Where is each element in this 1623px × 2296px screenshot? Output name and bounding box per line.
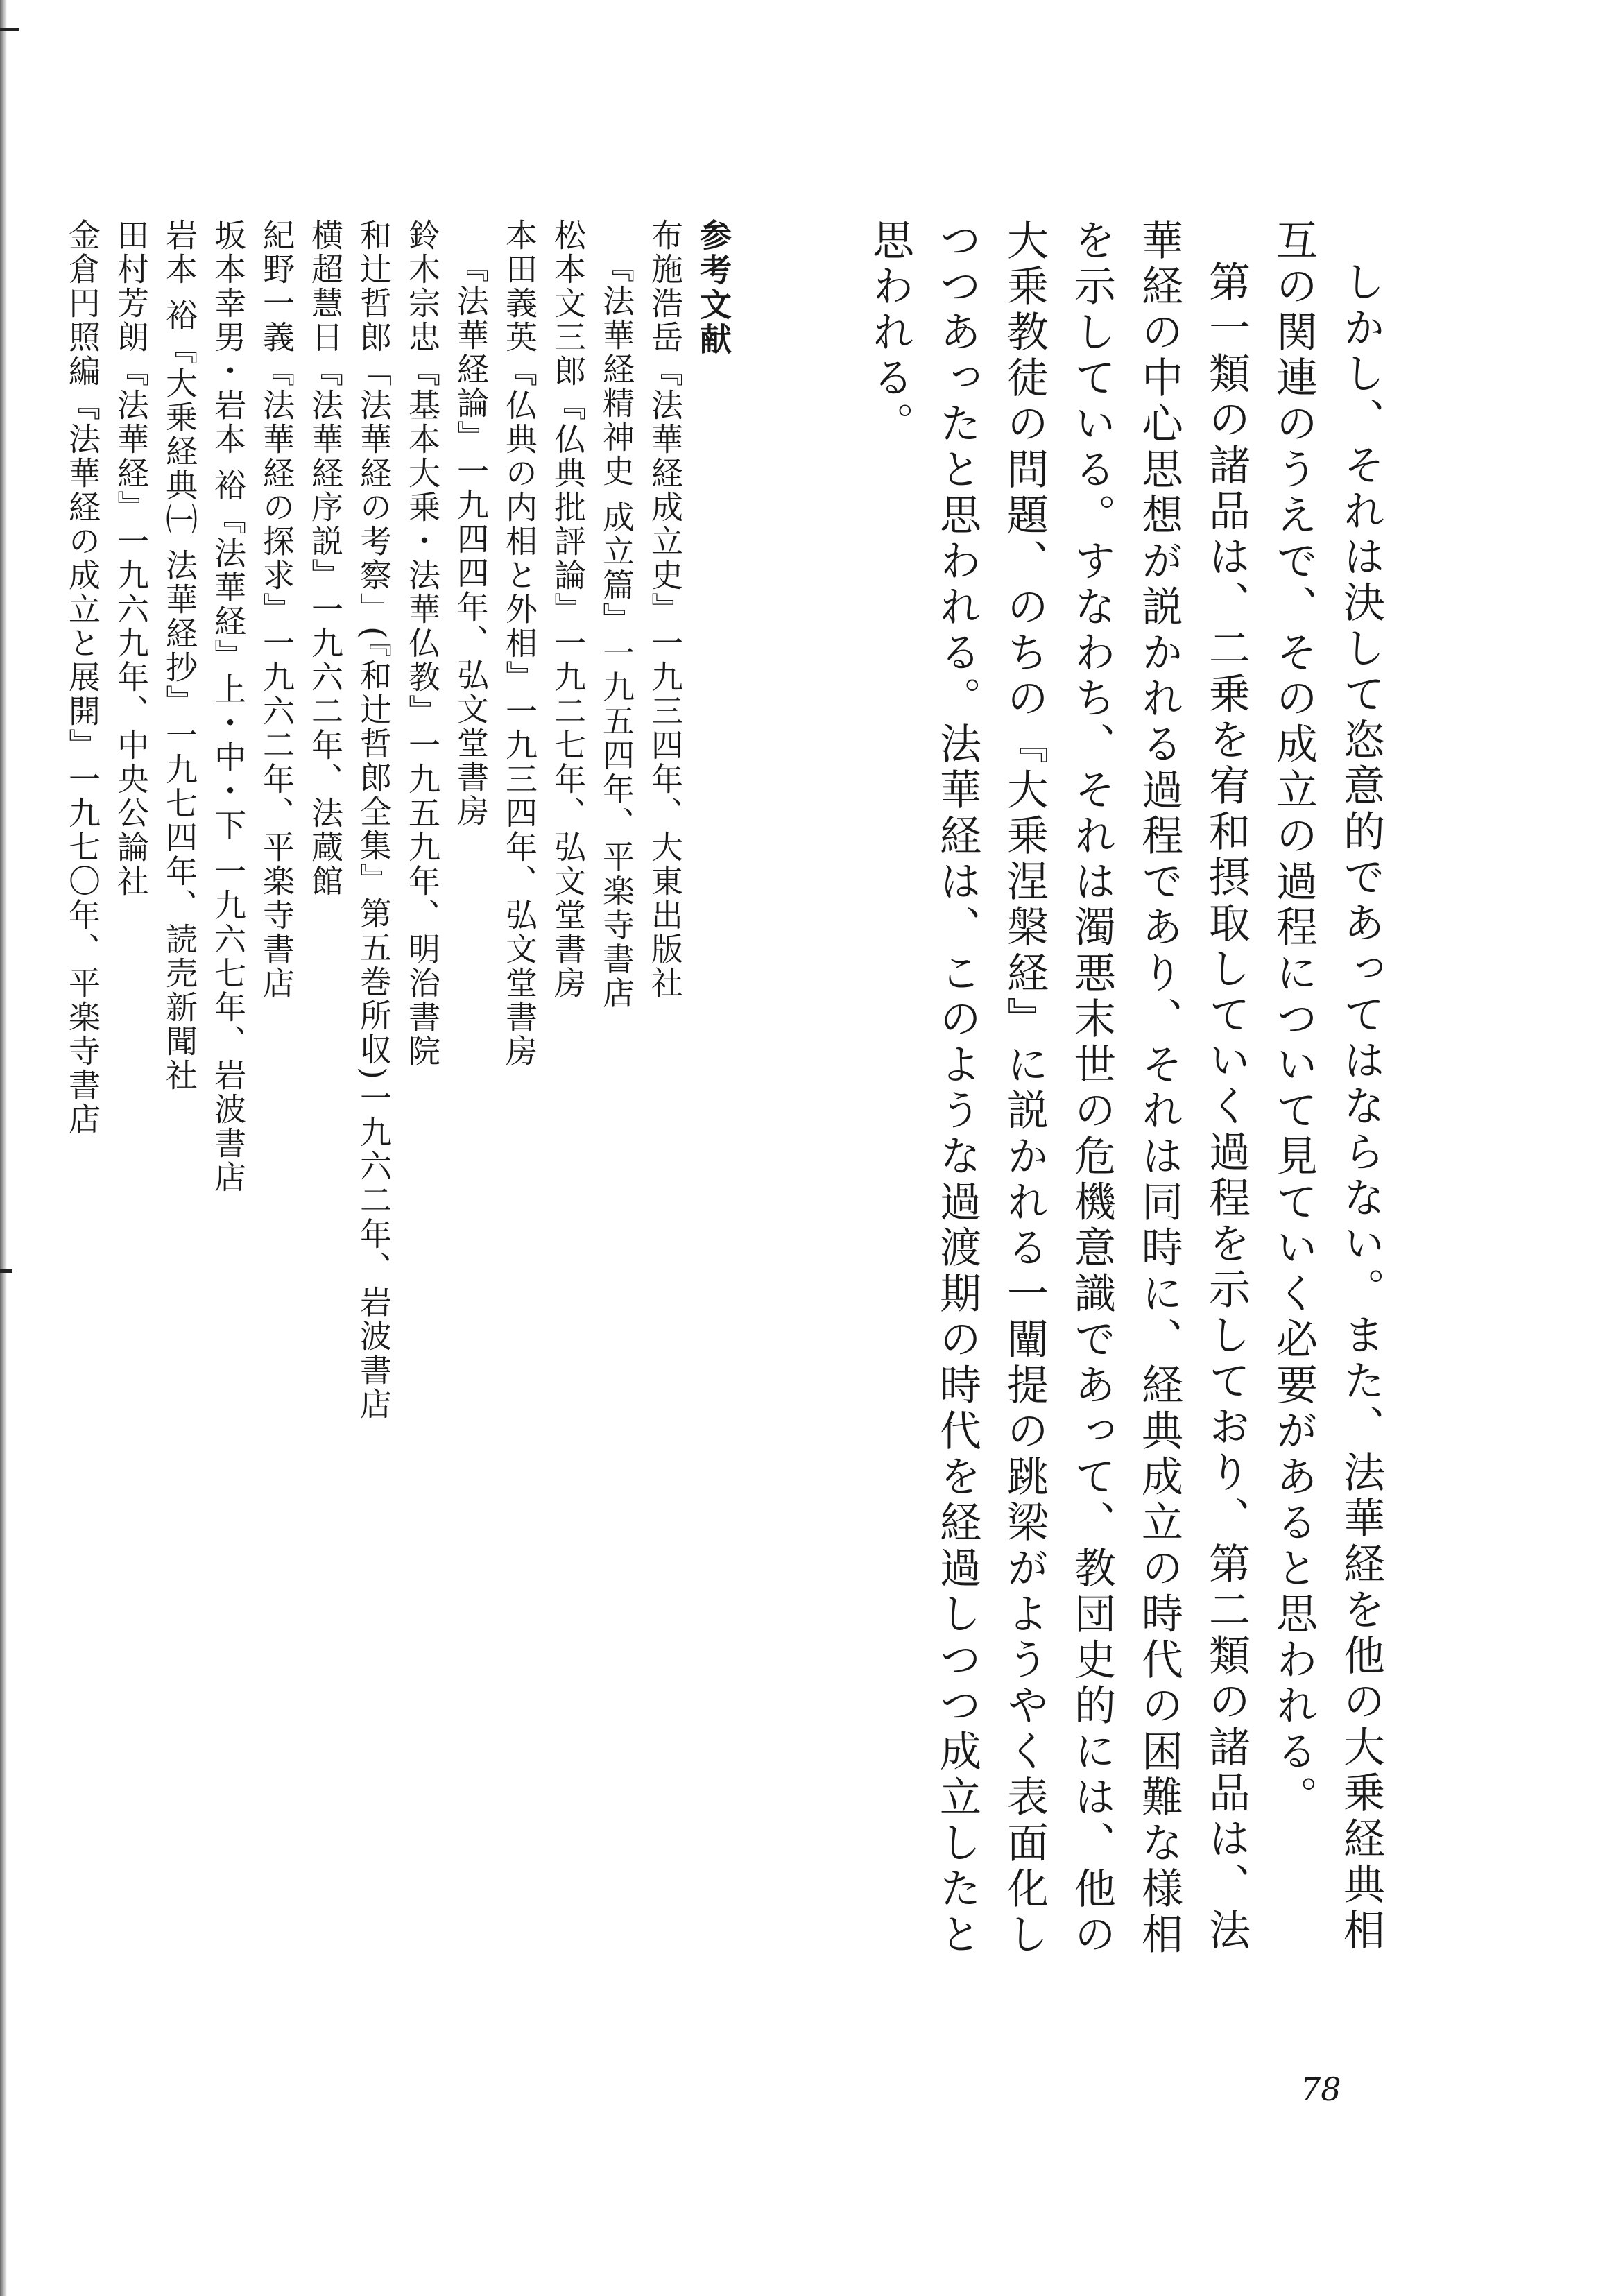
body-paragraph-1: しかし、それは決して恣意的であってはならない。また、法華経を他の大乗経典相互の関連のうえで、その成立の過程について見ていく必要があると思われる。 (1269, 219, 1385, 1954)
reference-item: 田村芳朗『法華経』一九六九年、中央公論社 (112, 219, 150, 898)
reference-item: 本田義英『仏典の内相と外相』一九三四年、弘文堂書房 (501, 219, 538, 1068)
binding-edge (0, 0, 7, 2296)
binding-mark-middle (0, 1269, 12, 1273)
reference-item: 鈴木宗忠『基本大乗・法華仏教』一九五九年、明治書院 (404, 219, 441, 1068)
reference-item: 坂本幸男・岩本 裕『法華経』上・中・下 一九六七年、岩波書店 (209, 219, 247, 1195)
body-paragraph-2: 第一類の諸品は、二乗を宥和摂取していく過程を示しており、第二類の諸品は、法華経の中心思想が説かれる過程であり、それは同時に、経典成立の時代の困難な様相を示している。すなわち、それは濁悪末世の危機意識であって、教団史的には、他の大乗教徒の問題、のちの『大乗涅槃経』に説かれる一闡提の跳梁がようやく表面化しつつあったと思われる。法華経は、このような過渡期の時代を経過しつつ成立したと思われる。 (866, 219, 1251, 1958)
binding-mark-top (0, 28, 19, 31)
reference-item: 紀野一義『法華経の探求』一九六二年、平楽寺書店 (258, 219, 295, 1000)
vertical-text-block (58, 219, 1394, 1994)
reference-item: 和辻哲郎「法華経の考察」(『和辻哲郎全集』第五巻所収)一九六二年、岩波書店 (355, 219, 393, 1421)
reference-item: 横超慧日『法華経序説』一九六二年、法蔵館 (307, 219, 344, 898)
reference-item: 金倉円照編『法華経の成立と展開』一九七〇年、平楽寺書店 (64, 219, 101, 1136)
reference-item: 布施浩岳『法華経成立史』一九三四年、大東出版社 (646, 219, 684, 1000)
reference-item: 『法華経精神史 成立篇』一九五四年、平楽寺書店 (598, 250, 635, 1011)
reference-item: 岩本 裕『大乗経典㈠ 法華経抄』一九七四年、読売新聞社 (161, 219, 198, 1093)
references-heading: 参考文献 (695, 219, 732, 357)
references-list (58, 219, 689, 1994)
reference-item: 松本文三郎『仏典批評論』一九二七年、弘文堂書房 (549, 219, 587, 1000)
reference-item: 『法華経論』一九四四年、弘文堂書房 (452, 250, 490, 828)
page-number: 78 (1300, 2071, 1341, 2108)
